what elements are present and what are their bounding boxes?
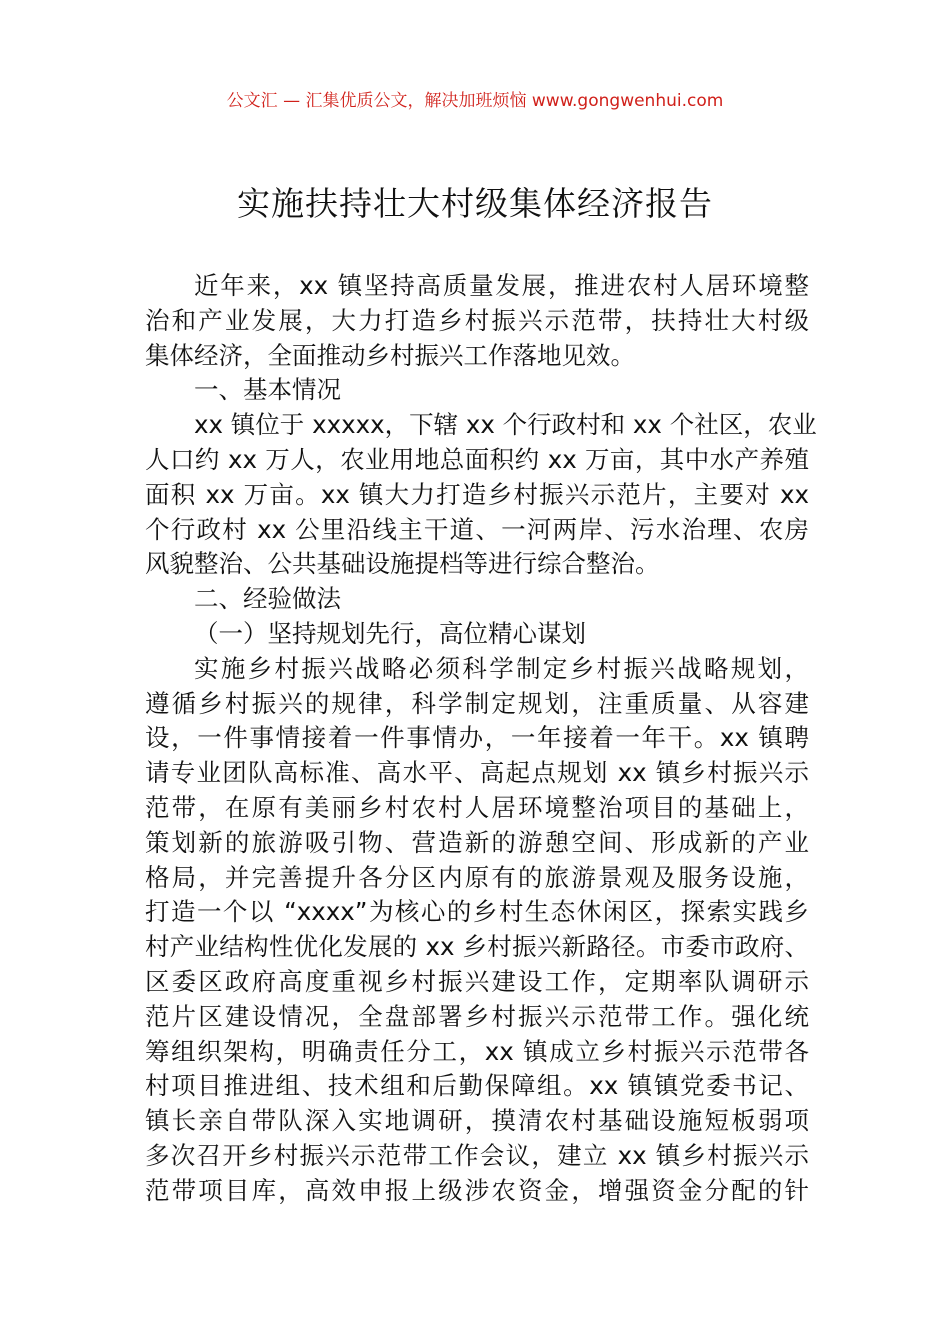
text-line: 请专业团队高标准、高水平、高起点规划 xx 镇乡村振兴示 <box>145 758 809 788</box>
text-line: xx 镇位于 xxxxx，下辖 xx 个行政村和 xx 个社区，农业 <box>194 410 817 440</box>
site-banner: 公文汇 — 汇集优质公文，解决加班烦恼 www.gongwenhui.com <box>226 91 724 111</box>
text-line: 格局，并完善提升各分区内原有的旅游景观及服务设施， <box>145 862 809 892</box>
text-line: （一）坚持规划先行，高位精心谋划 <box>194 618 586 648</box>
text-line: 集体经济，全面推动乡村振兴工作落地见效。 <box>145 340 635 370</box>
text-line: 村项目推进组、技术组和后勤保障组。xx 镇镇党委书记、 <box>145 1071 809 1101</box>
text-line: 治和产业发展，大力打造乡村振兴示范带，扶持壮大村级 <box>145 305 809 335</box>
text-line: 多次召开乡村振兴示范带工作会议，建立 xx 镇乡村振兴示 <box>145 1140 809 1170</box>
document-title: 实施扶持壮大村级集体经济报告 <box>237 184 713 223</box>
text-line: 遵循乡村振兴的规律，科学制定规划，注重质量、从容建 <box>145 688 809 718</box>
text-line: 风貌整治、公共基础设施提档等进行综合整治。 <box>145 549 660 579</box>
text-line: 人口约 xx 万人，农业用地总面积约 xx 万亩，其中水产养殖 <box>145 444 809 474</box>
document-body <box>145 269 817 1209</box>
text-line: 个行政村 xx 公里沿线主干道、一河两岸、污水治理、农房 <box>145 514 809 544</box>
text-line: 区委区政府高度重视乡村振兴建设工作，定期率队调研示 <box>145 966 809 996</box>
text-line: 设，一件事情接着一件事情办，一年接着一年干。xx 镇聘 <box>145 723 809 753</box>
text-line: 范带项目库，高效申报上级涉农资金，增强资金分配的针 <box>145 1175 809 1205</box>
text-line: 打造一个以 “xxxx”为核心的乡村生态休闲区，探索实践乡 <box>145 897 809 927</box>
text-line: 近年来，xx 镇坚持高质量发展，推进农村人居环境整 <box>194 271 809 300</box>
text-line: 面积 xx 万亩。xx 镇大力打造乡村振兴示范片，主要对 xx <box>145 479 809 509</box>
text-line: 筹组织架构，明确责任分工，xx 镇成立乡村振兴示范带各 <box>145 1036 809 1066</box>
text-line: 村产业结构性优化发展的 xx 乡村振兴新路径。市委市政府、 <box>145 932 809 962</box>
text-line: 策划新的旅游吸引物、营造新的游憩空间、形成新的产业 <box>145 827 809 857</box>
text-line: 二、经验做法 <box>194 584 341 614</box>
text-line: 一、基本情况 <box>194 375 341 405</box>
text-line: 镇长亲自带队深入实地调研，摸清农村基础设施短板弱项 <box>145 1106 809 1136</box>
text-line: 实施乡村振兴战略必须科学制定乡村振兴战略规划， <box>194 653 809 683</box>
text-line: 范带，在原有美丽乡村农村人居环境整治项目的基础上， <box>145 792 809 822</box>
text-line: 范片区建设情况，全盘部署乡村振兴示范带工作。强化统 <box>145 1001 809 1031</box>
